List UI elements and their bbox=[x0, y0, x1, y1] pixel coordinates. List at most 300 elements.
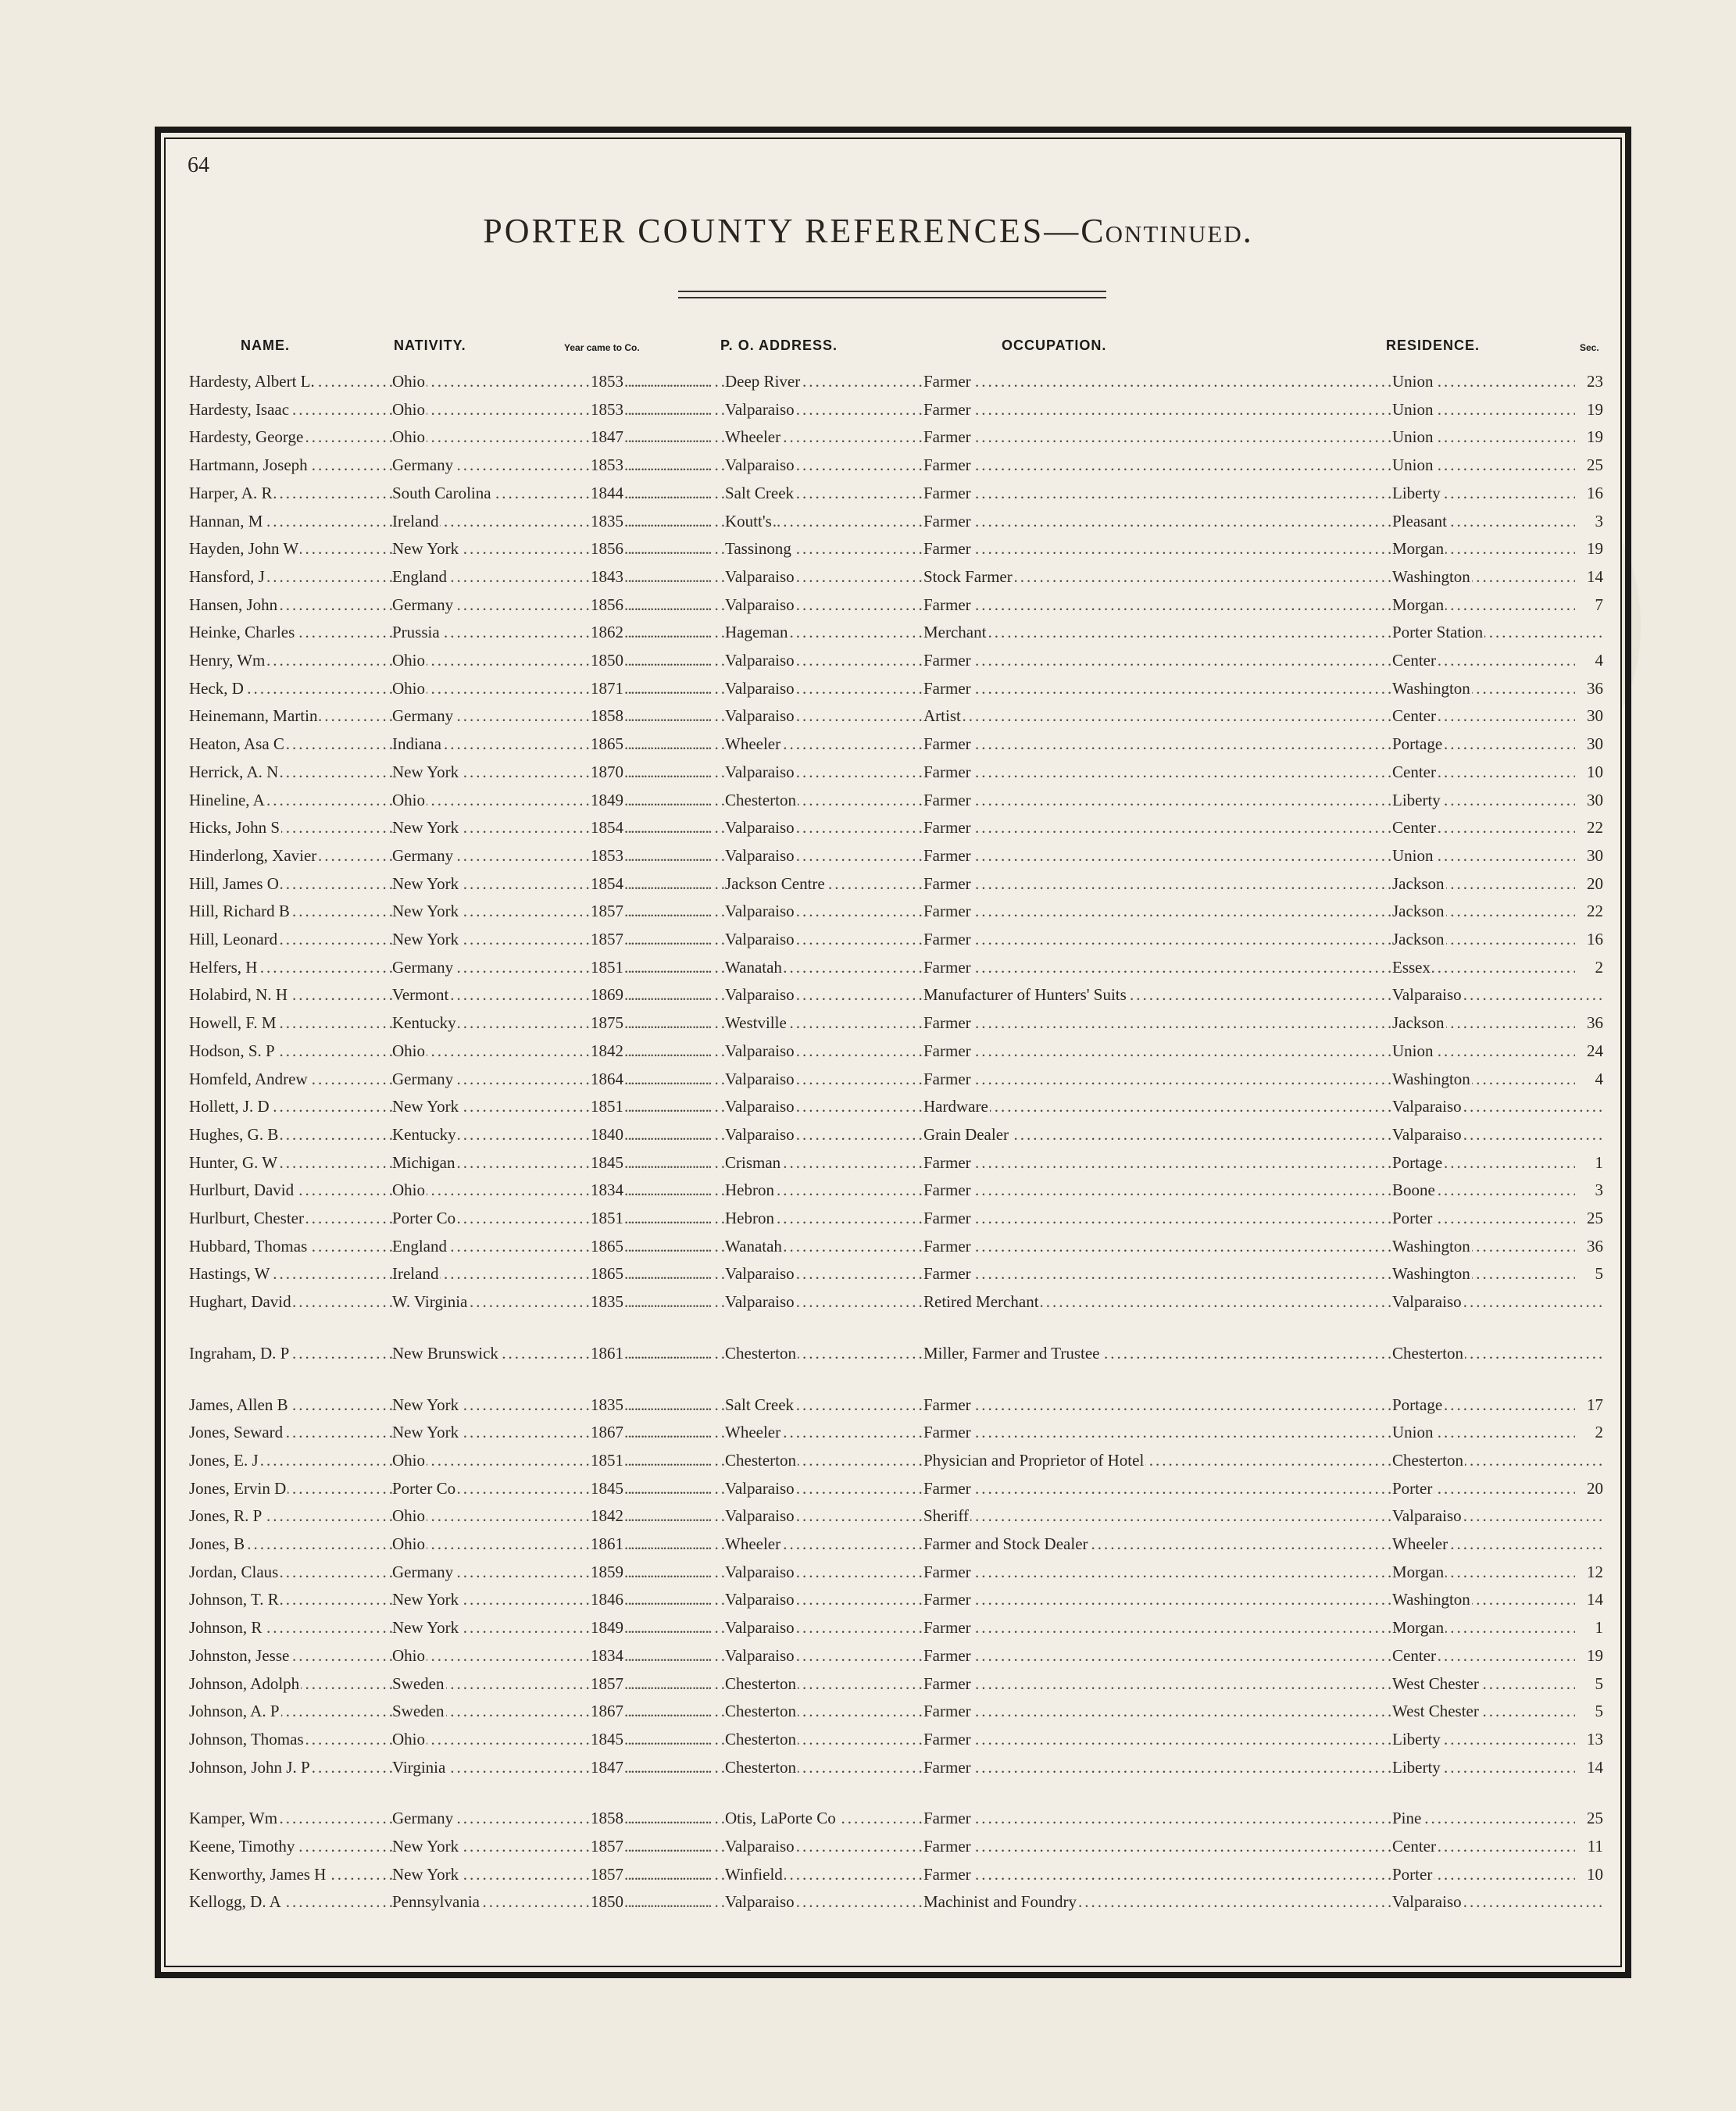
nativity-cell: Ohio ..... bbox=[392, 1446, 778, 1474]
occupation-cell: Farmer ..... bbox=[923, 591, 1392, 619]
residence-cell: Valparaiso ..... bbox=[1392, 980, 1603, 1009]
name-cell: Hineline, A ..... bbox=[189, 786, 392, 814]
name-cell: James, Allen B ..... bbox=[189, 1391, 392, 1419]
year-cell: 1865 ..... bbox=[589, 730, 709, 758]
nativity-cell: Sweden ..... bbox=[392, 1670, 778, 1698]
occupation-cell: Farmer ..... bbox=[923, 451, 1392, 479]
residence-cell: Valparaiso ..... bbox=[1392, 1502, 1603, 1530]
nativity-cell: New York ..... bbox=[392, 1613, 778, 1641]
table-row bbox=[189, 1474, 1603, 1502]
name-cell: Ingraham, D. P ..... bbox=[189, 1339, 392, 1367]
table-row bbox=[189, 702, 1603, 730]
po-address-cell: Valparaiso ..... bbox=[725, 395, 923, 423]
table-row bbox=[189, 1037, 1603, 1065]
nativity-cell: New York ..... bbox=[392, 1418, 778, 1446]
table-row bbox=[189, 758, 1603, 786]
nativity-cell: Ohio ..... bbox=[392, 1725, 778, 1753]
occupation-cell: Manufacturer of Hunters' Suits ..... bbox=[923, 980, 1392, 1009]
year-cell: 1842 ..... bbox=[589, 1502, 709, 1530]
table-row bbox=[189, 1065, 1603, 1093]
nativity-cell: Sweden ..... bbox=[392, 1697, 778, 1725]
name-cell: Hartmann, Joseph ..... bbox=[189, 451, 392, 479]
sec-cell: 2 bbox=[1575, 1418, 1603, 1446]
name-cell: Heaton, Asa C ..... bbox=[189, 730, 392, 758]
table-row bbox=[189, 1670, 1603, 1698]
nativity-cell: New York ..... bbox=[392, 758, 778, 786]
occupation-cell: Farmer ..... bbox=[923, 1232, 1392, 1260]
year-cell: 1858 ..... bbox=[589, 1804, 709, 1832]
po-address-cell: Valparaiso ..... bbox=[725, 758, 923, 786]
name-cell: Hodson, S. P ..... bbox=[189, 1037, 392, 1065]
occupation-cell: Grain Dealer ..... bbox=[923, 1120, 1392, 1148]
residence-cell: Center ..... bbox=[1392, 813, 1603, 841]
name-cell: Kamper, Wm ..... bbox=[189, 1804, 392, 1832]
table-row bbox=[189, 1391, 1603, 1419]
residence-cell: Center ..... bbox=[1392, 646, 1603, 674]
nativity-cell: Germany ..... bbox=[392, 451, 778, 479]
name-cell: Keene, Timothy ..... bbox=[189, 1832, 392, 1860]
po-address-cell: Valparaiso ..... bbox=[725, 1641, 923, 1670]
occupation-cell: Farmer ..... bbox=[923, 730, 1392, 758]
table-row bbox=[189, 1288, 1603, 1316]
occupation-cell: Farmer ..... bbox=[923, 1176, 1392, 1204]
sec-cell: 1 bbox=[1575, 1613, 1603, 1641]
residence-cell: Wheeler ..... bbox=[1392, 1530, 1603, 1558]
po-address-cell: Valparaiso ..... bbox=[725, 1558, 923, 1586]
year-cell: 1842 ..... bbox=[589, 1037, 709, 1065]
occupation-cell: Farmer ..... bbox=[923, 1697, 1392, 1725]
nativity-cell: Pennsylvania ..... bbox=[392, 1888, 778, 1916]
table-row bbox=[189, 841, 1603, 870]
residence-cell: Porter Station ..... bbox=[1392, 618, 1603, 646]
nativity-cell: New York ..... bbox=[392, 1832, 778, 1860]
po-address-cell: Valparaiso ..... bbox=[725, 1613, 923, 1641]
table-row bbox=[189, 1176, 1603, 1204]
name-cell: Hicks, John S ..... bbox=[189, 813, 392, 841]
residence-cell: Pine ..... bbox=[1392, 1804, 1603, 1832]
year-cell: 1865 ..... bbox=[589, 1232, 709, 1260]
residence-cell: Washington ..... bbox=[1392, 563, 1603, 591]
occupation-cell: Farmer ..... bbox=[923, 897, 1392, 925]
sec-cell: 14 bbox=[1575, 1753, 1603, 1781]
residence-cell: Liberty ..... bbox=[1392, 1753, 1603, 1781]
table-row bbox=[189, 367, 1603, 395]
po-address-cell: Chesterton ..... bbox=[725, 786, 923, 814]
name-cell: Johnson, A. P ..... bbox=[189, 1697, 392, 1725]
table-row bbox=[189, 925, 1603, 953]
po-address-cell: Valparaiso ..... bbox=[725, 674, 923, 702]
year-cell: 1875 ..... bbox=[589, 1009, 709, 1037]
year-cell: 1847 ..... bbox=[589, 1753, 709, 1781]
po-address-cell: Valparaiso ..... bbox=[725, 1585, 923, 1613]
table-row bbox=[189, 1120, 1603, 1148]
residence-cell: Union ..... bbox=[1392, 1418, 1603, 1446]
table-row bbox=[189, 563, 1603, 591]
table-row bbox=[189, 1558, 1603, 1586]
header-name: NAME. bbox=[241, 338, 290, 353]
table-row bbox=[189, 507, 1603, 535]
occupation-cell: Farmer ..... bbox=[923, 1037, 1392, 1065]
table-row bbox=[189, 674, 1603, 702]
table-row bbox=[189, 479, 1603, 507]
year-cell: 1851 ..... bbox=[589, 1204, 709, 1232]
year-cell: 1857 ..... bbox=[589, 1832, 709, 1860]
po-address-cell: Valparaiso ..... bbox=[725, 1092, 923, 1120]
sec-cell: 14 bbox=[1575, 563, 1603, 591]
nativity-cell: Ohio ..... bbox=[392, 395, 778, 423]
sec-cell: 10 bbox=[1575, 1860, 1603, 1888]
po-address-cell: Valparaiso ..... bbox=[725, 563, 923, 591]
nativity-cell: New York ..... bbox=[392, 1092, 778, 1120]
sec-cell: 20 bbox=[1575, 1474, 1603, 1502]
nativity-cell: Ohio ..... bbox=[392, 1530, 778, 1558]
name-cell: Johnson, T. R ..... bbox=[189, 1585, 392, 1613]
nativity-cell: Michigan ..... bbox=[392, 1148, 778, 1177]
residence-cell: Morgan ..... bbox=[1392, 1558, 1603, 1586]
sec-cell: 30 bbox=[1575, 786, 1603, 814]
occupation-cell: Farmer ..... bbox=[923, 395, 1392, 423]
residence-cell: Chesterton ..... bbox=[1392, 1339, 1603, 1367]
table-row bbox=[189, 1888, 1603, 1916]
po-address-cell: Jackson Centre ..... bbox=[725, 870, 923, 898]
nativity-cell: Ohio ..... bbox=[392, 1037, 778, 1065]
name-cell: Hayden, John W ..... bbox=[189, 534, 392, 563]
table-row bbox=[189, 870, 1603, 898]
residence-cell: Washington ..... bbox=[1392, 674, 1603, 702]
po-address-cell: Valparaiso ..... bbox=[725, 1065, 923, 1093]
sec-cell: 16 bbox=[1575, 925, 1603, 953]
sec-cell: 30 bbox=[1575, 841, 1603, 870]
name-cell: Hubbard, Thomas ..... bbox=[189, 1232, 392, 1260]
name-cell: Jones, R. P ..... bbox=[189, 1502, 392, 1530]
table-row bbox=[189, 618, 1603, 646]
table-row bbox=[189, 1446, 1603, 1474]
year-cell: 1853 ..... bbox=[589, 395, 709, 423]
nativity-cell: Ohio ..... bbox=[392, 646, 778, 674]
nativity-cell: New York ..... bbox=[392, 1391, 778, 1419]
sec-cell: 25 bbox=[1575, 451, 1603, 479]
po-address-cell: Wanatah ..... bbox=[725, 953, 923, 981]
nativity-cell: Ohio ..... bbox=[392, 1502, 778, 1530]
po-address-cell: Hebron ..... bbox=[725, 1204, 923, 1232]
residence-cell: Union ..... bbox=[1392, 367, 1603, 395]
table-row bbox=[189, 980, 1603, 1009]
sec-cell: 1 bbox=[1575, 1148, 1603, 1177]
table-row bbox=[189, 591, 1603, 619]
name-cell: Kellogg, D. A ..... bbox=[189, 1888, 392, 1916]
year-cell: 1871 ..... bbox=[589, 674, 709, 702]
sec-cell: 23 bbox=[1575, 367, 1603, 395]
residence-cell: Porter ..... bbox=[1392, 1860, 1603, 1888]
occupation-cell: Farmer ..... bbox=[923, 479, 1392, 507]
sec-cell: 20 bbox=[1575, 870, 1603, 898]
occupation-cell: Farmer ..... bbox=[923, 423, 1392, 451]
name-cell: Heck, D ..... bbox=[189, 674, 392, 702]
nativity-cell: New York ..... bbox=[392, 1585, 778, 1613]
residence-cell: Portage ..... bbox=[1392, 1148, 1603, 1177]
occupation-cell: Retired Merchant ..... bbox=[923, 1288, 1392, 1316]
nativity-cell: Ireland ..... bbox=[392, 1259, 778, 1288]
sec-cell: 3 bbox=[1575, 1176, 1603, 1204]
name-cell: Heinemann, Martin ..... bbox=[189, 702, 392, 730]
table-row bbox=[189, 534, 1603, 563]
table-row bbox=[189, 1585, 1603, 1613]
name-cell: Johnson, R ..... bbox=[189, 1613, 392, 1641]
year-cell: 1835 ..... bbox=[589, 507, 709, 535]
year-cell: 1861 ..... bbox=[589, 1339, 709, 1367]
nativity-cell: New York ..... bbox=[392, 534, 778, 563]
sec-cell: 4 bbox=[1575, 1065, 1603, 1093]
table-row bbox=[189, 1530, 1603, 1558]
year-cell: 1862 ..... bbox=[589, 618, 709, 646]
po-address-cell: Wheeler ..... bbox=[725, 1418, 923, 1446]
occupation-cell: Farmer ..... bbox=[923, 1418, 1392, 1446]
nativity-cell: Germany ..... bbox=[392, 702, 778, 730]
sec-cell: 36 bbox=[1575, 674, 1603, 702]
occupation-cell: Farmer ..... bbox=[923, 534, 1392, 563]
nativity-cell: New York ..... bbox=[392, 897, 778, 925]
sec-cell: 24 bbox=[1575, 1037, 1603, 1065]
table-row bbox=[189, 1832, 1603, 1860]
residence-cell: Morgan ..... bbox=[1392, 534, 1603, 563]
po-address-cell: Valparaiso ..... bbox=[725, 1888, 923, 1916]
name-cell: Hardesty, Isaac ..... bbox=[189, 395, 392, 423]
name-cell: Homfeld, Andrew ..... bbox=[189, 1065, 392, 1093]
year-cell: 1840 ..... bbox=[589, 1120, 709, 1148]
sec-cell: 10 bbox=[1575, 758, 1603, 786]
po-address-cell: Chesterton ..... bbox=[725, 1339, 923, 1367]
sec-cell: 12 bbox=[1575, 1558, 1603, 1586]
name-cell: Hughes, G. B ..... bbox=[189, 1120, 392, 1148]
occupation-cell: Farmer ..... bbox=[923, 758, 1392, 786]
residence-cell: Union ..... bbox=[1392, 1037, 1603, 1065]
year-cell: 1849 ..... bbox=[589, 1613, 709, 1641]
occupation-cell: Farmer ..... bbox=[923, 813, 1392, 841]
residence-cell: West Chester ..... bbox=[1392, 1697, 1603, 1725]
occupation-cell: Sheriff ..... bbox=[923, 1502, 1392, 1530]
occupation-cell: Farmer ..... bbox=[923, 870, 1392, 898]
page-number: 64 bbox=[188, 153, 209, 177]
year-cell: 1865 ..... bbox=[589, 1259, 709, 1288]
po-address-cell: Valparaiso ..... bbox=[725, 1037, 923, 1065]
name-cell: Johnson, Thomas ..... bbox=[189, 1725, 392, 1753]
title-dash: — bbox=[1044, 212, 1081, 250]
po-address-cell: Valparaiso ..... bbox=[725, 813, 923, 841]
po-address-cell: Chesterton ..... bbox=[725, 1670, 923, 1698]
name-cell: Jones, Ervin D ..... bbox=[189, 1474, 392, 1502]
occupation-cell: Farmer ..... bbox=[923, 1259, 1392, 1288]
sec-cell: 3 bbox=[1575, 507, 1603, 535]
po-address-cell: Valparaiso ..... bbox=[725, 897, 923, 925]
sec-cell: 25 bbox=[1575, 1804, 1603, 1832]
sec-cell: 19 bbox=[1575, 1641, 1603, 1670]
po-address-cell: Valparaiso ..... bbox=[725, 1259, 923, 1288]
name-cell: Hurlburt, David ..... bbox=[189, 1176, 392, 1204]
year-cell: 1851 ..... bbox=[589, 1092, 709, 1120]
name-cell: Hunter, G. W ..... bbox=[189, 1148, 392, 1177]
nativity-cell: Ireland ..... bbox=[392, 507, 778, 535]
name-cell: Holabird, N. H ..... bbox=[189, 980, 392, 1009]
occupation-cell: Miller, Farmer and Trustee ..... bbox=[923, 1339, 1392, 1367]
table-row bbox=[189, 1804, 1603, 1832]
table-row bbox=[189, 1860, 1603, 1888]
name-cell: Heinke, Charles ..... bbox=[189, 618, 392, 646]
residence-cell: Washington ..... bbox=[1392, 1585, 1603, 1613]
nativity-cell: New York ..... bbox=[392, 870, 778, 898]
nativity-cell: England ..... bbox=[392, 1232, 778, 1260]
table-row bbox=[189, 953, 1603, 981]
nativity-cell: Porter Co ..... bbox=[392, 1204, 778, 1232]
po-address-cell: Valparaiso ..... bbox=[725, 1288, 923, 1316]
sec-cell: 11 bbox=[1575, 1832, 1603, 1860]
table-row bbox=[189, 1613, 1603, 1641]
occupation-cell: Farmer ..... bbox=[923, 367, 1392, 395]
occupation-cell: Machinist and Foundry ..... bbox=[923, 1888, 1392, 1916]
sec-cell: 22 bbox=[1575, 813, 1603, 841]
occupation-cell: Hardware ..... bbox=[923, 1092, 1392, 1120]
year-cell: 1854 ..... bbox=[589, 870, 709, 898]
po-address-cell: Hebron ..... bbox=[725, 1176, 923, 1204]
year-cell: 1834 ..... bbox=[589, 1176, 709, 1204]
residence-cell: Jackson ..... bbox=[1392, 870, 1603, 898]
name-cell: Hughart, David ..... bbox=[189, 1288, 392, 1316]
name-cell: Hastings, W ..... bbox=[189, 1259, 392, 1288]
residence-cell: Morgan ..... bbox=[1392, 1613, 1603, 1641]
po-address-cell: Valparaiso ..... bbox=[725, 1120, 923, 1148]
residence-cell: Union ..... bbox=[1392, 841, 1603, 870]
nativity-cell: Indiana ..... bbox=[392, 730, 778, 758]
table-row bbox=[189, 1753, 1603, 1781]
occupation-cell: Farmer ..... bbox=[923, 925, 1392, 953]
year-cell: 1869 ..... bbox=[589, 980, 709, 1009]
occupation-cell: Farmer ..... bbox=[923, 674, 1392, 702]
year-cell: 1857 ..... bbox=[589, 925, 709, 953]
name-cell: Johnson, John J. P ..... bbox=[189, 1753, 392, 1781]
name-cell: Henry, Wm ..... bbox=[189, 646, 392, 674]
po-address-cell: Salt Creek ..... bbox=[725, 1391, 923, 1419]
name-cell: Hardesty, Albert L. ..... bbox=[189, 367, 392, 395]
table-row bbox=[189, 646, 1603, 674]
sec-cell: 4 bbox=[1575, 646, 1603, 674]
occupation-cell: Farmer ..... bbox=[923, 786, 1392, 814]
name-cell: Hurlburt, Chester ..... bbox=[189, 1204, 392, 1232]
name-cell: Kenworthy, James H ..... bbox=[189, 1860, 392, 1888]
sec-cell: 30 bbox=[1575, 730, 1603, 758]
name-cell: Hill, Richard B ..... bbox=[189, 897, 392, 925]
year-cell: 1834 ..... bbox=[589, 1641, 709, 1670]
year-cell: 1843 ..... bbox=[589, 563, 709, 591]
po-address-cell: Wheeler ..... bbox=[725, 730, 923, 758]
year-cell: 1856 ..... bbox=[589, 591, 709, 619]
year-cell: 1850 ..... bbox=[589, 646, 709, 674]
occupation-cell: Farmer ..... bbox=[923, 1204, 1392, 1232]
year-cell: 1853 ..... bbox=[589, 841, 709, 870]
table-row bbox=[189, 730, 1603, 758]
residence-cell: Washington ..... bbox=[1392, 1232, 1603, 1260]
nativity-cell: Germany ..... bbox=[392, 841, 778, 870]
name-cell: Hardesty, George ..... bbox=[189, 423, 392, 451]
residence-cell: Valparaiso ..... bbox=[1392, 1120, 1603, 1148]
sec-cell: 13 bbox=[1575, 1725, 1603, 1753]
occupation-cell: Farmer ..... bbox=[923, 1148, 1392, 1177]
table-row bbox=[189, 1148, 1603, 1177]
po-address-cell: Chesterton ..... bbox=[725, 1753, 923, 1781]
residence-cell: Union ..... bbox=[1392, 423, 1603, 451]
year-cell: 1857 ..... bbox=[589, 897, 709, 925]
occupation-cell: Farmer ..... bbox=[923, 1474, 1392, 1502]
residence-cell: Jackson ..... bbox=[1392, 925, 1603, 953]
name-cell: Howell, F. M ..... bbox=[189, 1009, 392, 1037]
residence-cell: Liberty ..... bbox=[1392, 1725, 1603, 1753]
sec-cell: 25 bbox=[1575, 1204, 1603, 1232]
year-cell: 1835 ..... bbox=[589, 1288, 709, 1316]
nativity-cell: South Carolina ..... bbox=[392, 479, 778, 507]
occupation-cell: Farmer ..... bbox=[923, 1804, 1392, 1832]
sec-cell: 5 bbox=[1575, 1697, 1603, 1725]
nativity-cell: Prussia ..... bbox=[392, 618, 778, 646]
year-cell: 1856 ..... bbox=[589, 534, 709, 563]
residence-cell: Valparaiso ..... bbox=[1392, 1888, 1603, 1916]
year-cell: 1845 ..... bbox=[589, 1725, 709, 1753]
residence-cell: Center ..... bbox=[1392, 1832, 1603, 1860]
table-row bbox=[189, 1204, 1603, 1232]
po-address-cell: Valparaiso ..... bbox=[725, 1474, 923, 1502]
year-cell: 1851 ..... bbox=[589, 1446, 709, 1474]
occupation-cell: Farmer ..... bbox=[923, 1725, 1392, 1753]
title-continued: Continued. bbox=[1081, 212, 1253, 250]
residence-cell: Portage ..... bbox=[1392, 1391, 1603, 1419]
table-row bbox=[189, 1697, 1603, 1725]
nativity-cell: New York ..... bbox=[392, 1860, 778, 1888]
residence-cell: Liberty ..... bbox=[1392, 786, 1603, 814]
nativity-cell: W. Virginia ..... bbox=[392, 1288, 778, 1316]
nativity-cell: Virginia ..... bbox=[392, 1753, 778, 1781]
residence-cell: West Chester ..... bbox=[1392, 1670, 1603, 1698]
occupation-cell: Farmer ..... bbox=[923, 1860, 1392, 1888]
occupation-cell: Physician and Proprietor of Hotel ..... bbox=[923, 1446, 1392, 1474]
nativity-cell: Germany ..... bbox=[392, 1804, 778, 1832]
table-row bbox=[189, 395, 1603, 423]
nativity-cell: New Brunswick ..... bbox=[392, 1339, 778, 1367]
table-row bbox=[189, 1641, 1603, 1670]
occupation-cell: Farmer ..... bbox=[923, 1753, 1392, 1781]
year-cell: 1867 ..... bbox=[589, 1697, 709, 1725]
sec-cell: 16 bbox=[1575, 479, 1603, 507]
table-row bbox=[189, 897, 1603, 925]
table-row bbox=[189, 423, 1603, 451]
occupation-cell: Artist ..... bbox=[923, 702, 1392, 730]
year-cell: 1844 ..... bbox=[589, 479, 709, 507]
table-row bbox=[189, 1259, 1603, 1288]
po-address-cell: Wheeler ..... bbox=[725, 423, 923, 451]
table-row bbox=[189, 786, 1603, 814]
name-cell: Hill, James O ..... bbox=[189, 870, 392, 898]
occupation-cell: Farmer ..... bbox=[923, 1391, 1392, 1419]
po-address-cell: Chesterton ..... bbox=[725, 1697, 923, 1725]
year-cell: 1853 ..... bbox=[589, 451, 709, 479]
residence-cell: Morgan ..... bbox=[1392, 591, 1603, 619]
occupation-cell: Farmer ..... bbox=[923, 1009, 1392, 1037]
occupation-cell: Farmer ..... bbox=[923, 646, 1392, 674]
year-cell: 1867 ..... bbox=[589, 1418, 709, 1446]
residence-cell: Center ..... bbox=[1392, 1641, 1603, 1670]
residence-cell: Portage ..... bbox=[1392, 730, 1603, 758]
year-cell: 1857 ..... bbox=[589, 1670, 709, 1698]
year-cell: 1854 ..... bbox=[589, 813, 709, 841]
occupation-cell: Farmer and Stock Dealer ..... bbox=[923, 1530, 1392, 1558]
residence-cell: Pleasant ..... bbox=[1392, 507, 1603, 535]
residence-cell: Center ..... bbox=[1392, 758, 1603, 786]
